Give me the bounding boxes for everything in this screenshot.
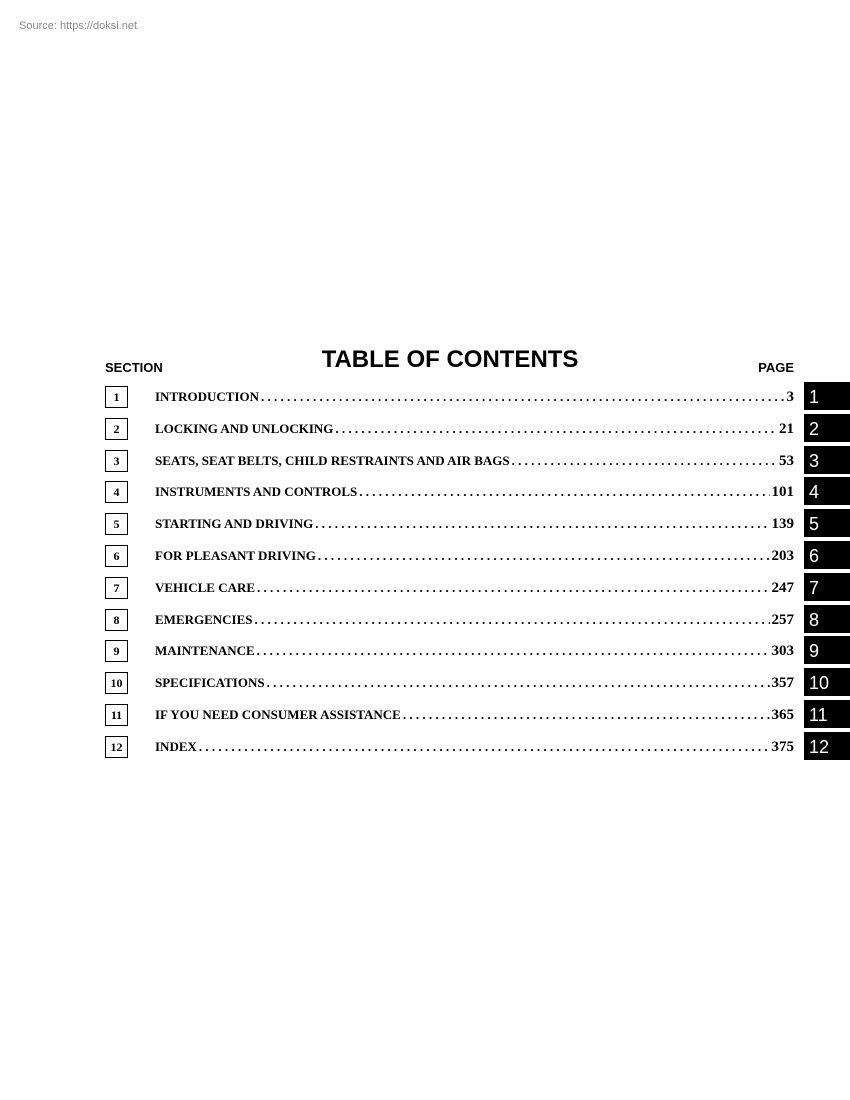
toc-entry[interactable] bbox=[155, 453, 794, 470]
section-number-box: 6 bbox=[105, 545, 128, 567]
toc-entry-title[interactable]: INTRODUCTION bbox=[155, 389, 260, 404]
toc-page-number[interactable]: 53 bbox=[779, 452, 794, 469]
toc-row[interactable] bbox=[0, 513, 850, 539]
toc-entry-title[interactable]: MAINTENANCE bbox=[155, 643, 255, 659]
toc-entry[interactable] bbox=[155, 548, 794, 565]
section-thumb-tab[interactable]: 8 bbox=[804, 605, 850, 633]
toc-page-number[interactable]: 365 bbox=[771, 707, 794, 723]
section-number-box: 12 bbox=[105, 736, 128, 758]
section-thumb-tab[interactable]: 4 bbox=[804, 477, 850, 505]
section-thumb-tab[interactable]: 10 bbox=[804, 668, 850, 696]
section-thumb-tab[interactable]: 7 bbox=[804, 573, 850, 601]
section-thumb-tab[interactable]: 3 bbox=[804, 446, 850, 474]
page-title: TABLE OF CONTENTS bbox=[321, 346, 579, 373]
dot-leader bbox=[261, 389, 784, 405]
toc-entry[interactable] bbox=[155, 389, 794, 406]
toc-row[interactable] bbox=[0, 640, 850, 666]
toc-entry[interactable] bbox=[155, 675, 794, 692]
section-thumb-tab[interactable]: 12 bbox=[804, 732, 850, 760]
page-column-header: PAGE bbox=[758, 360, 794, 375]
section-number-box: 1 bbox=[105, 386, 128, 408]
toc-page-number[interactable]: 101 bbox=[771, 484, 794, 501]
toc-entry-title[interactable]: EMERGENCIES bbox=[155, 611, 253, 627]
toc-page-number[interactable]: 21 bbox=[779, 420, 794, 437]
section-thumb-tab[interactable]: 2 bbox=[804, 414, 850, 442]
toc-page-number[interactable]: 257 bbox=[771, 611, 794, 628]
toc-entry[interactable] bbox=[155, 612, 794, 629]
toc-row[interactable] bbox=[0, 450, 850, 476]
section-number-box: 5 bbox=[105, 513, 128, 535]
source-note[interactable]: Source: https://doksi.net bbox=[19, 20, 138, 32]
toc-row[interactable] bbox=[0, 609, 850, 635]
section-thumb-tab[interactable]: 6 bbox=[804, 541, 850, 569]
section-number-box: 2 bbox=[105, 418, 128, 440]
toc-row[interactable] bbox=[0, 704, 850, 730]
toc-row[interactable] bbox=[0, 386, 850, 412]
toc-entry[interactable] bbox=[155, 421, 794, 438]
dot-leader bbox=[318, 548, 770, 564]
toc-entry[interactable] bbox=[155, 580, 794, 597]
section-number-box: 10 bbox=[105, 672, 128, 694]
toc-page-number[interactable]: 203 bbox=[771, 548, 794, 564]
section-number-box: 7 bbox=[105, 577, 128, 599]
section-number-box: 3 bbox=[105, 450, 128, 472]
dot-leader bbox=[199, 739, 770, 755]
toc-row[interactable] bbox=[0, 736, 850, 762]
section-number-box: 9 bbox=[105, 640, 128, 662]
toc-entry-title[interactable]: INDEX bbox=[155, 738, 197, 754]
section-number-box: 11 bbox=[105, 704, 128, 726]
toc-entry-title[interactable]: SPECIFICATIONS bbox=[155, 675, 265, 691]
toc-entry[interactable] bbox=[155, 516, 794, 533]
dot-leader bbox=[267, 675, 770, 691]
toc-row[interactable] bbox=[0, 672, 850, 698]
toc-entry-title[interactable]: VEHICLE CARE bbox=[155, 579, 256, 595]
section-thumb-tab[interactable]: 11 bbox=[804, 700, 850, 728]
toc-entry[interactable] bbox=[155, 739, 794, 756]
toc-entry-title[interactable]: INSTRUMENTS AND CONTROLS bbox=[155, 484, 358, 500]
toc-entry-title[interactable]: LOCKING AND UNLOCKING bbox=[155, 420, 334, 436]
toc-entry-title[interactable]: STARTING AND DRIVING bbox=[155, 516, 314, 532]
dot-leader bbox=[335, 421, 777, 437]
section-thumb-tab[interactable]: 1 bbox=[804, 382, 850, 410]
toc-entry[interactable] bbox=[155, 484, 794, 501]
toc-page-number[interactable]: 303 bbox=[771, 643, 794, 660]
toc-row[interactable] bbox=[0, 545, 850, 571]
toc-entry-title[interactable]: SEATS, SEAT BELTS, CHILD RESTRAINTS AND AIR BAGS bbox=[155, 452, 510, 468]
section-thumb-tab[interactable]: 9 bbox=[804, 636, 850, 664]
toc-page-number[interactable]: 357 bbox=[771, 675, 794, 692]
dot-leader bbox=[403, 707, 770, 723]
dot-leader bbox=[255, 612, 770, 628]
section-thumb-tab[interactable]: 5 bbox=[804, 509, 850, 537]
toc-row[interactable] bbox=[0, 418, 850, 444]
toc-row[interactable] bbox=[0, 481, 850, 507]
toc-page-number[interactable]: 3 bbox=[786, 389, 794, 405]
section-number-box: 8 bbox=[105, 609, 128, 631]
toc-row[interactable] bbox=[0, 577, 850, 603]
section-number-box: 4 bbox=[105, 481, 128, 503]
toc-entry-title[interactable]: FOR PLEASANT DRIVING bbox=[155, 548, 316, 563]
toc-page-number[interactable]: 247 bbox=[771, 579, 794, 596]
dot-leader bbox=[257, 580, 769, 596]
dot-leader bbox=[512, 453, 777, 469]
toc-page-number[interactable]: 375 bbox=[771, 738, 794, 755]
dot-leader bbox=[315, 516, 769, 532]
toc-entry-title[interactable]: IF YOU NEED CONSUMER ASSISTANCE bbox=[155, 707, 401, 722]
toc-entry[interactable] bbox=[155, 707, 794, 724]
toc-page-number[interactable]: 139 bbox=[771, 516, 794, 533]
toc-entry[interactable] bbox=[155, 643, 794, 660]
dot-leader bbox=[257, 643, 770, 659]
section-column-header: SECTION bbox=[105, 360, 163, 375]
dot-leader bbox=[359, 484, 769, 500]
